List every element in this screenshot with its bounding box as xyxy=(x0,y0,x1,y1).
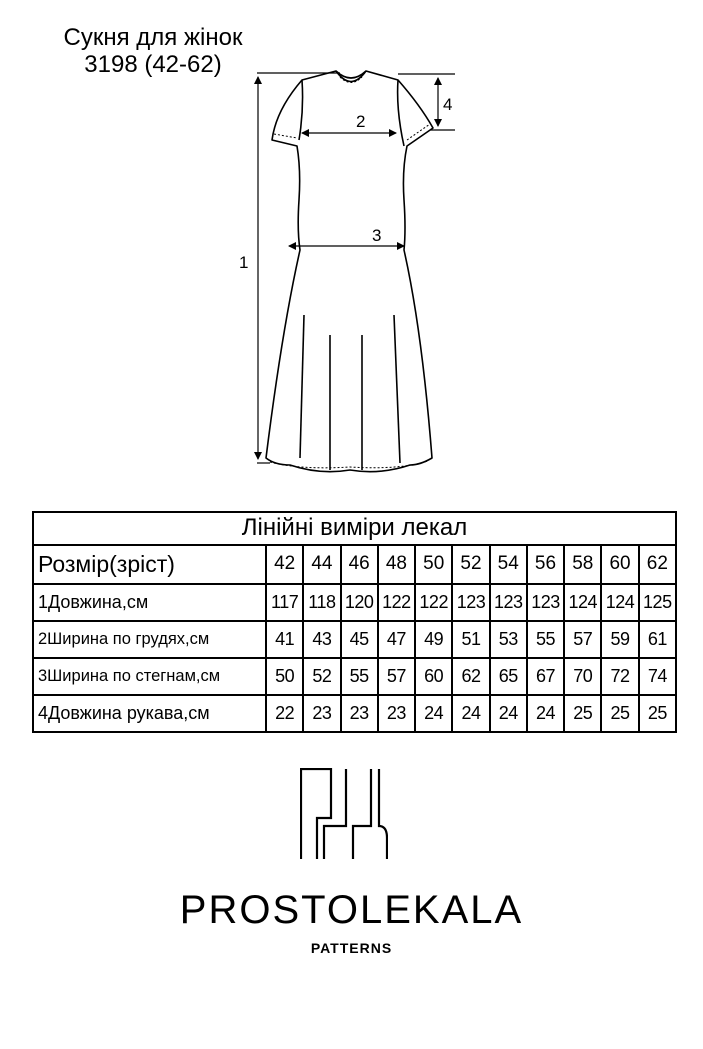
table-cell: 70 xyxy=(564,658,601,695)
table-cell: 24 xyxy=(490,695,527,732)
measurement-lines xyxy=(257,73,455,463)
table-cell: 118 xyxy=(303,584,340,621)
table-cell: 67 xyxy=(527,658,564,695)
table-cell: 24 xyxy=(527,695,564,732)
size-header: 44 xyxy=(303,545,340,584)
row-label: 1Довжина,см xyxy=(33,584,266,621)
row-label: 3Ширина по стегнам,см xyxy=(33,658,266,695)
table-cell: 22 xyxy=(266,695,303,732)
table-cell: 51 xyxy=(452,621,489,658)
table-cell: 72 xyxy=(601,658,638,695)
table-cell: 125 xyxy=(639,584,676,621)
table-cell: 59 xyxy=(601,621,638,658)
title-line-2: 3198 (42-62) xyxy=(84,51,222,78)
brand-subtitle: PATTERNS xyxy=(310,940,393,956)
table-cell: 23 xyxy=(341,695,378,732)
table-row xyxy=(33,621,676,658)
table-cell: 55 xyxy=(341,658,378,695)
table-cell: 117 xyxy=(266,584,303,621)
table-cell: 61 xyxy=(639,621,676,658)
table-row xyxy=(33,658,676,695)
size-header: 54 xyxy=(490,545,527,584)
table-cell: 120 xyxy=(341,584,378,621)
measure-label-1: 1 xyxy=(239,253,249,272)
table-cell: 52 xyxy=(303,658,340,695)
table-row xyxy=(33,695,676,732)
size-column-label: Розмір(зріст) xyxy=(33,545,266,584)
size-header: 62 xyxy=(639,545,676,584)
table-cell: 43 xyxy=(303,621,340,658)
measure-label-2: 2 xyxy=(356,112,366,131)
measure-label-4: 4 xyxy=(443,95,453,114)
table-cell: 45 xyxy=(341,621,378,658)
size-measurements-table xyxy=(32,511,677,733)
measure-label-3: 3 xyxy=(372,226,382,245)
table-cell: 74 xyxy=(639,658,676,695)
table-cell: 62 xyxy=(452,658,489,695)
size-header: 46 xyxy=(341,545,378,584)
size-header: 56 xyxy=(527,545,564,584)
table-cell: 124 xyxy=(564,584,601,621)
table-cell: 65 xyxy=(490,658,527,695)
table-caption: Лінійні виміри лекал xyxy=(33,512,676,545)
dress-outline xyxy=(266,71,433,472)
table-cell: 41 xyxy=(266,621,303,658)
size-header: 50 xyxy=(415,545,452,584)
table-cell: 124 xyxy=(601,584,638,621)
table-cell: 23 xyxy=(303,695,340,732)
dress-technical-sketch xyxy=(230,60,460,480)
table-cell: 123 xyxy=(527,584,564,621)
table-cell: 60 xyxy=(415,658,452,695)
table-cell: 25 xyxy=(564,695,601,732)
table-cell: 57 xyxy=(378,658,415,695)
table-cell: 23 xyxy=(378,695,415,732)
row-label: 2Ширина по грудях,см xyxy=(33,621,266,658)
table-cell: 55 xyxy=(527,621,564,658)
table-cell: 49 xyxy=(415,621,452,658)
table-cell: 53 xyxy=(490,621,527,658)
table-cell: 25 xyxy=(639,695,676,732)
title-line-1: Сукня для жінок xyxy=(63,24,243,51)
table-header-row xyxy=(33,545,676,584)
table-cell: 123 xyxy=(452,584,489,621)
brand-name: PROSTOLEKALA xyxy=(179,888,524,932)
table-cell: 57 xyxy=(564,621,601,658)
stitch-lines xyxy=(270,77,430,468)
table-cell: 24 xyxy=(415,695,452,732)
size-header: 52 xyxy=(452,545,489,584)
table-cell: 50 xyxy=(266,658,303,695)
table-cell: 24 xyxy=(452,695,489,732)
table-cell: 123 xyxy=(490,584,527,621)
table-cell: 122 xyxy=(378,584,415,621)
table-cell: 47 xyxy=(378,621,415,658)
table-cell: 122 xyxy=(415,584,452,621)
prostolekala-logo-icon xyxy=(300,768,388,860)
size-header: 42 xyxy=(266,545,303,584)
table-cell: 25 xyxy=(601,695,638,732)
size-header: 48 xyxy=(378,545,415,584)
size-header: 58 xyxy=(564,545,601,584)
size-header: 60 xyxy=(601,545,638,584)
row-label: 4Довжина рукава,см xyxy=(33,695,266,732)
table-row xyxy=(33,584,676,621)
